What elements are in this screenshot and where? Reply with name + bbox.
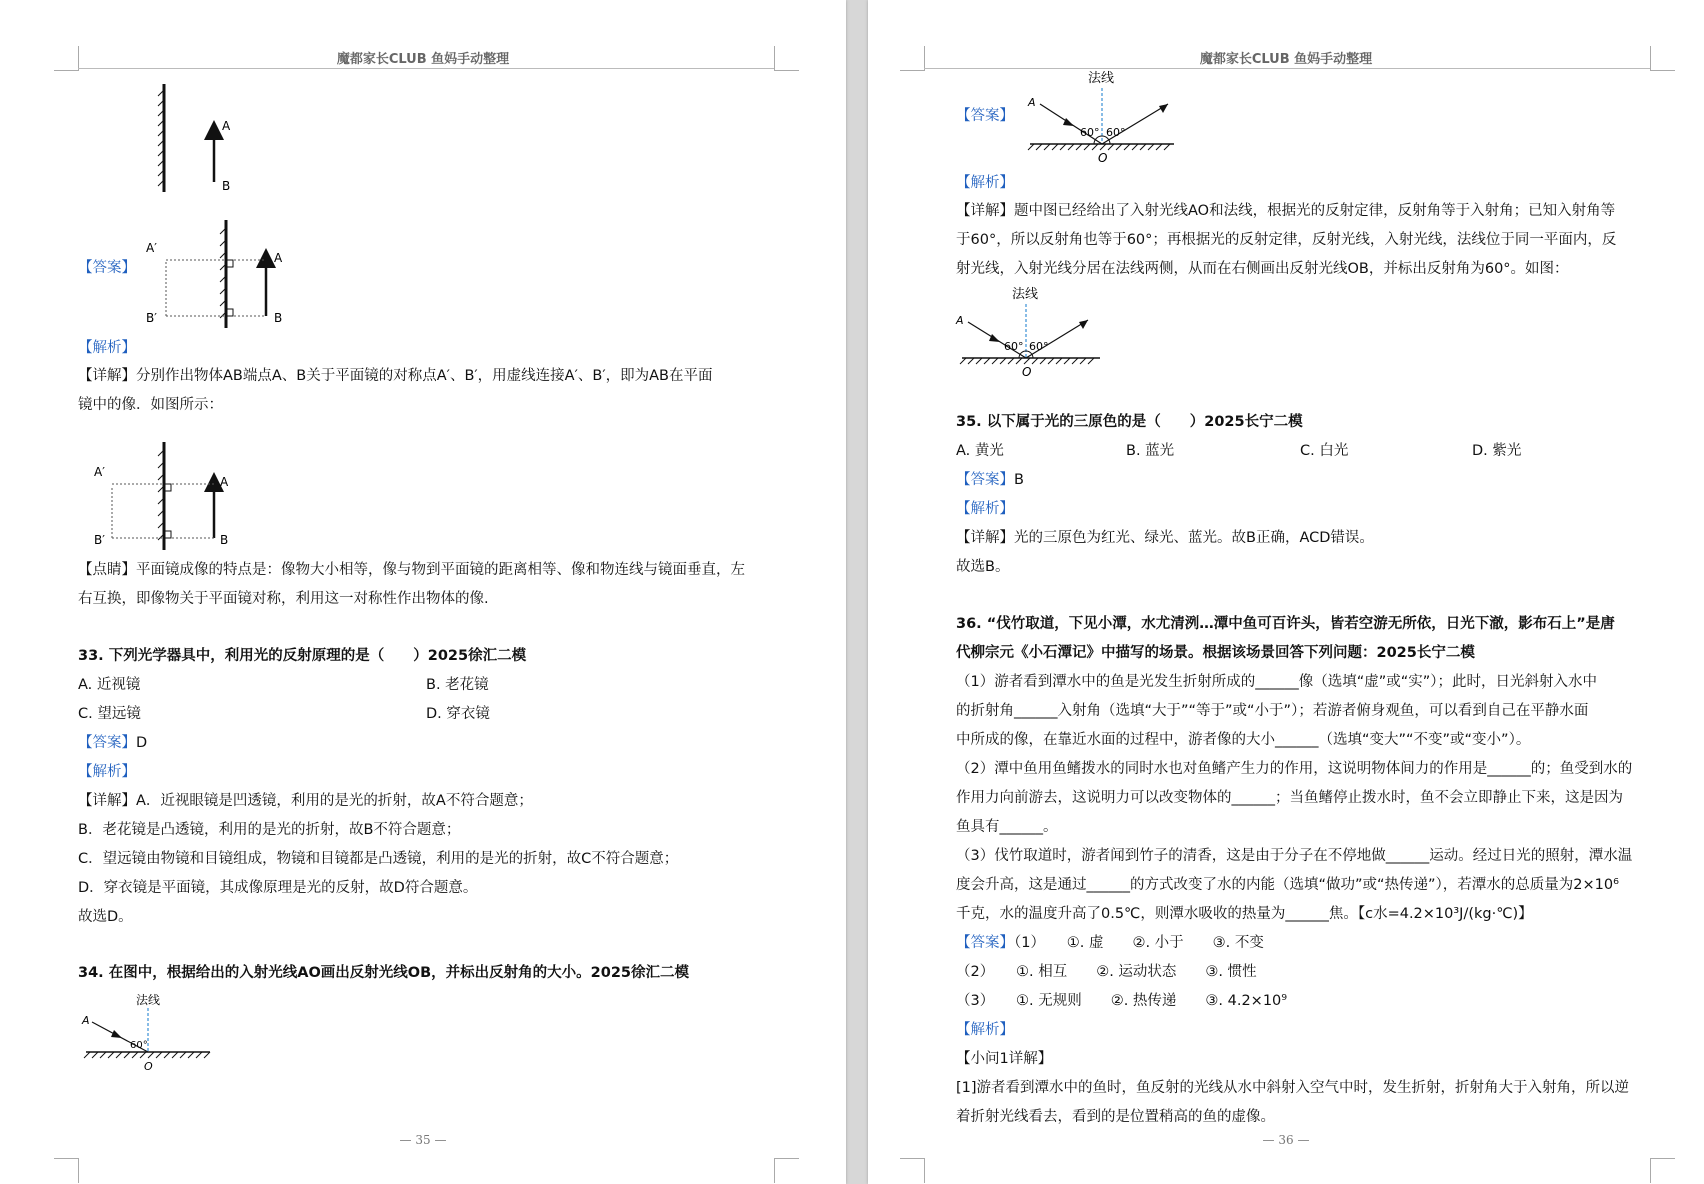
q34-detail-line-2: 于60°，所以反射角也等于60°；再根据光的反射定律，反射光线，入射光线，法线位于同一平面内，反 [956,232,1617,248]
label-A: A [222,119,231,133]
document-page-36 [868,0,1704,1184]
q34-detail-line-1: 【详解】题中图已经给出了入射光线AO和法线，根据光的反射定律，反射角等于入射角；已知入射角等 [956,203,1616,219]
q33-detail-line: D．穿衣镜是平面镜，其成像原理是光的反射，故D符合题意。 [78,880,478,896]
q36-title-line-2: 代柳宗元《小石潭记》中描写的场景。根据该场景回答下列问题：2025长宁二模 [956,645,1475,661]
q32-point-line-1: 【点睛】平面镜成像的特点是：像物大小相等，像与物到平面镜的距离相等、像和物连线与镜面垂直，左 [78,562,745,578]
q32-detail-line-2: 镜中的像．如图所示： [78,397,223,413]
q35-option-d: D. 紫光 [1472,443,1522,459]
q36-line: （2）潭中鱼用鱼鳍拨水的同时水也对鱼鳍产生力的作用，这说明物体间力的作用是______的；鱼受到水的 [956,761,1633,777]
q34-question-figure [78,992,228,1074]
page-number: — 36 — [1262,1133,1310,1147]
label-B: B [222,179,231,193]
q33-answer [78,733,147,753]
q33-option-d: D. 穿衣镜 [426,706,490,722]
label-B-prime: B′ [146,311,157,325]
q32-detail-line-1: 【详解】分别作出物体AB端点A、B关于平面镜的对称点A′、B′，用虚线连接A′、B′，即为AB在平面 [78,368,713,384]
q36-sub1-detail-2: 着折射光线看去，看到的是位置稍高的鱼的虚像。 [956,1109,1275,1125]
q33-title: 33. 下列光学器具中，利用光的反射原理的是（ ）2025徐汇二模 [78,648,527,664]
q36-line: 的折射角______入射角（选填“大于”“等于”或“小于”）；若游者俯身观鱼，可以看到自己在平静水面 [956,703,1589,719]
angle-label-left: 60° [1080,126,1100,139]
q36-line: 度会升高，这是通过______的方式改变了水的内能（选填“做功”或“热传递”），若潭水的总质量为2×10⁶ [956,877,1619,893]
q36-line: （3）伐竹取道时，游者闻到竹子的清香，这是由于分子在不停地做______运动。经过日光的照射，潭水温 [956,848,1633,864]
answer-tag: 【答案】 [956,108,1014,124]
angle-label-right: 60° [1029,340,1049,353]
q36-line: 作用力向前游去，这说明力可以改变物体的______；当鱼鳍停止拨水时，鱼不会立即静止下来，这是因为 [956,790,1623,806]
answer-tag: 【答案】 [78,260,136,276]
q36-line: 千克，水的温度升高了0.5℃，则潭水吸收的热量为______焦。【c水=4.2×10³J/(kg·℃)】 [956,906,1533,922]
q33-detail-line: 【详解】A．近视眼镜是凹透镜，利用的是光的折射，故A不符合题意； [78,793,533,809]
q33-detail-line: B．老花镜是凸透镜，利用的是光的折射，故B不符合题意； [78,822,461,838]
q36-sub1-title: 【小问1详解】 [956,1051,1053,1067]
crop-mark [1650,1158,1675,1183]
q34-detail-line-3: 射光线，入射光线分居在法线两侧，从而在右侧画出反射光线OB，并标出反射角为60°。如图： [956,261,1569,277]
q36-answer-1-value: （1） ①. 虚 ②. 小于 ③. 不变 [1014,935,1264,951]
q35-conclusion: 故选B。 [956,559,1010,575]
q36-title-line-1: 36. “伐竹取道，下见小潭，水尤清洌…潭中鱼可百许头，皆若空游无所依，日光下澈，影布石上”是唐 [956,616,1615,632]
mirror-question-figure [150,80,250,200]
q33-option-b: B. 老花镜 [426,677,489,693]
analysis-tag: 【解析】 [78,340,136,356]
q34-detail-figure [954,284,1114,384]
mirror-detail-figure [94,438,234,553]
label-B-prime: B′ [94,533,105,547]
q34-title: 34. 在图中，根据给出的入射光线AO画出反射光线OB，并标出反射角的大小。2025徐汇二模 [78,965,690,981]
crop-mark [774,1158,799,1183]
angle-label-right: 60° [1106,126,1126,139]
label-O: O [1022,365,1032,379]
mirror-answer-figure [146,216,290,331]
label-O: O [144,1060,153,1073]
q35-detail: 【详解】光的三原色为红光、绿光、蓝光。故B正确，ACD错误。 [956,530,1374,546]
normal-label: 法线 [1088,71,1115,86]
page-gutter [846,0,868,1184]
label-O: O [1098,151,1108,165]
page-header: 魔都家长CLUB 鱼妈手动整理 [1199,52,1373,67]
q33-option-a: A. 近视镜 [78,677,141,693]
q36-answer-2: （2） ①. 相互 ②. 运动状态 ③. 惯性 [956,964,1257,980]
q36-line: （1）游者看到潭水中的鱼是光发生折射所成的______像（选填“虚”或“实”）；此时，日光斜射入水中 [956,674,1598,690]
answer-tag: 【答案】 [78,735,136,751]
page-header: 魔都家长CLUB 鱼妈手动整理 [336,52,510,67]
q33-option-c: C. 望远镜 [78,706,141,722]
label-A: A [1028,96,1036,109]
label-A: A [274,251,283,265]
q36-sub1-detail-1: [1]游者看到潭水中的鱼时，鱼反射的光线从水中斜射入空气中时，发生折射，折射角大于入射角，所以逆 [956,1080,1630,1096]
label-A: A [82,1014,90,1027]
q33-conclusion: 故选D。 [78,909,133,925]
q36-line: 鱼具有______。 [956,819,1058,835]
crop-mark [54,1158,79,1183]
label-A: A [956,314,964,327]
angle-label-left: 60° [1004,340,1024,353]
answer-tag: 【答案】 [956,935,1014,951]
q36-answer-3: （3） ①. 无规则 ②. 热传递 ③. 4.2×10⁹ [956,993,1288,1009]
label-B: B [220,533,229,547]
q35-answer-value: B [1014,472,1024,488]
answer-tag: 【答案】 [956,472,1014,488]
q33-detail-line: C．望远镜由物镜和目镜组成，物镜和目镜都是凸透镜，利用的是光的折射，故C不符合题意； [78,851,679,867]
q32-point-line-2: 右互换，即像物关于平面镜对称，利用这一对称性作出物体的像. [78,591,489,607]
analysis-tag: 【解析】 [956,1022,1014,1038]
page-number: — 35 — [399,1133,447,1147]
normal-label: 法线 [1012,287,1039,302]
header-rule [78,68,774,69]
angle-label: 60° [130,1040,148,1051]
document-page-35 [0,0,846,1184]
label-B: B [274,311,283,325]
label-A-prime: A′ [94,465,105,479]
q36-line: 中所成的像，在靠近水面的过程中，游者像的大小______（选填“变大”“不变”或“变小”）。 [956,732,1531,748]
q36-answer-1 [956,933,1264,953]
crop-mark [900,1158,925,1183]
q35-option-b: B. 蓝光 [1126,443,1175,459]
analysis-tag: 【解析】 [956,175,1014,191]
q34-answer-figure [1018,64,1188,168]
q35-title: 35. 以下属于光的三原色的是（ ）2025长宁二模 [956,414,1303,430]
analysis-tag: 【解析】 [956,501,1014,517]
q33-answer-value: D [136,735,148,751]
label-A: A [220,475,229,489]
q35-answer [956,470,1024,490]
q35-option-a: A. 黄光 [956,443,1004,459]
analysis-tag: 【解析】 [78,764,136,780]
label-A-prime: A′ [146,241,157,255]
normal-label: 法线 [136,993,161,1007]
q35-option-c: C. 白光 [1300,443,1349,459]
